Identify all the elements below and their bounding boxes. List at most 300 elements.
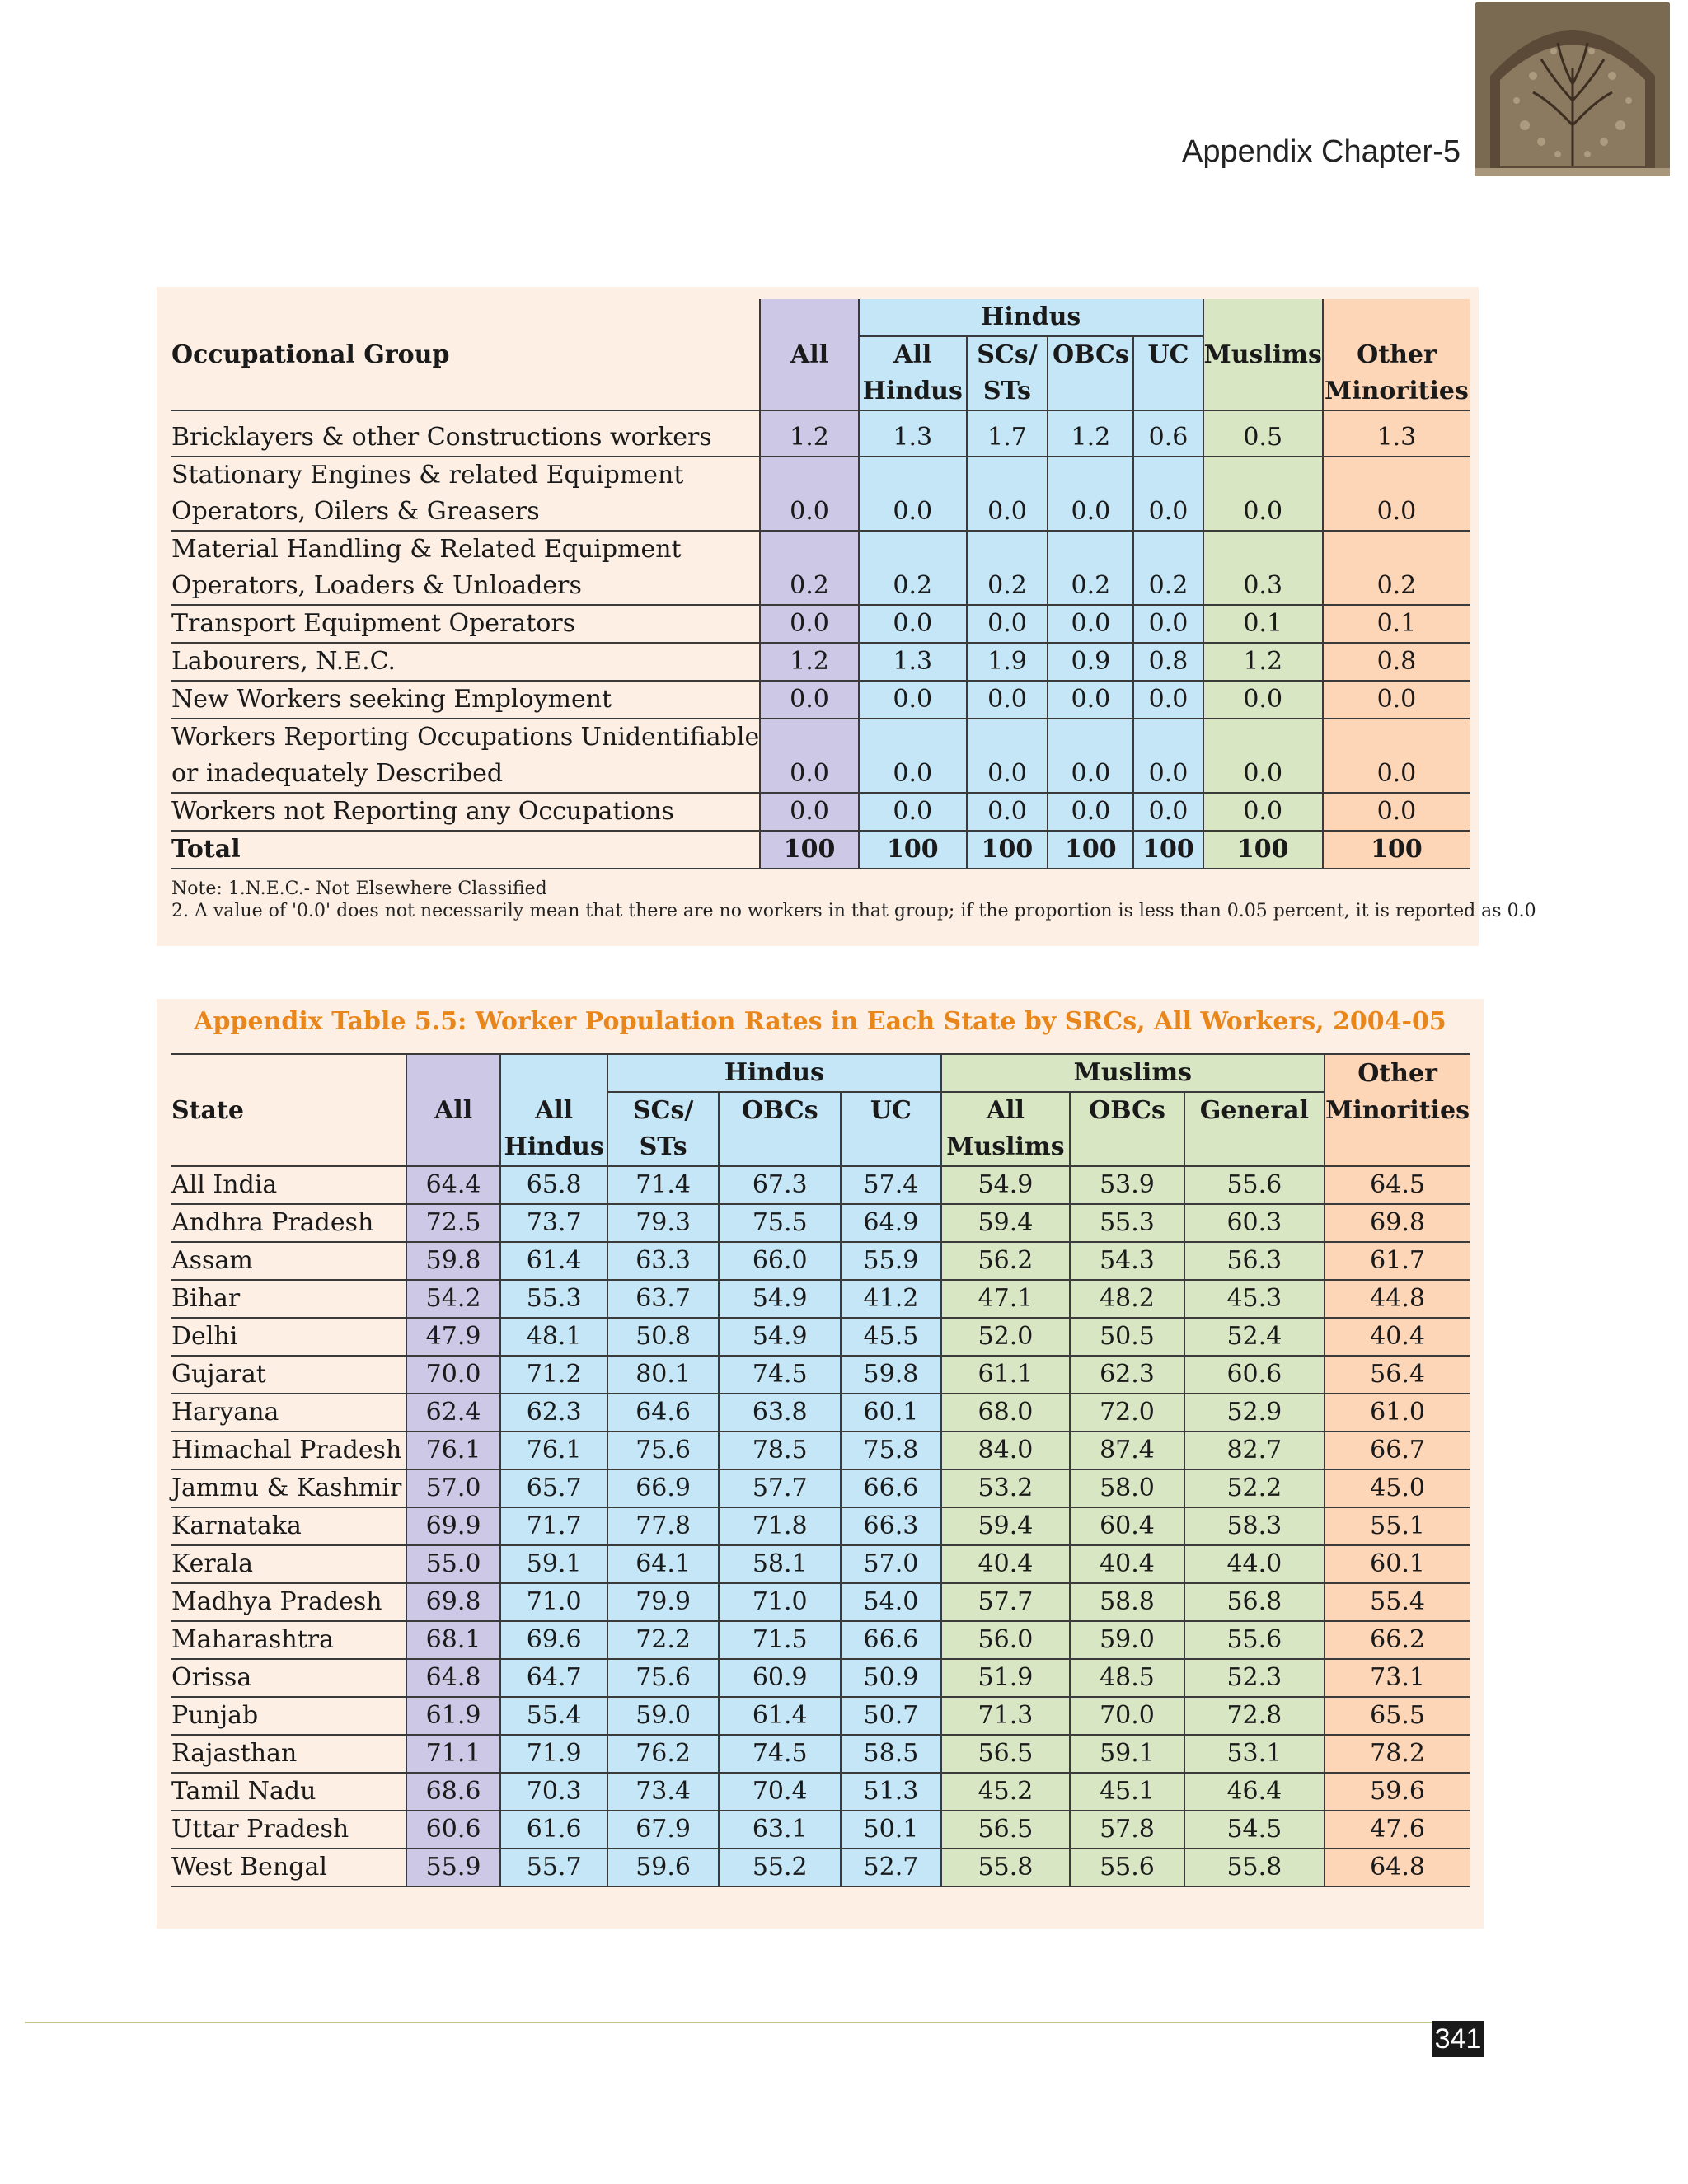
table-cell: 71.0 — [719, 1583, 841, 1621]
table-cell: 56.3 — [1184, 1242, 1325, 1280]
table-cell: 74.5 — [719, 1356, 841, 1394]
table-cell: 63.1 — [719, 1811, 841, 1849]
table-cell: 71.7 — [500, 1507, 607, 1545]
table-cell: 0.0 — [1133, 681, 1203, 719]
table-cell: 53.2 — [941, 1469, 1071, 1507]
table-cell: 58.3 — [1184, 1507, 1325, 1545]
table-cell: 46.4 — [1184, 1773, 1325, 1811]
total-cell: 100 — [967, 831, 1048, 869]
table-cell: 0.0 — [760, 494, 859, 531]
table-cell: 55.6 — [1070, 1849, 1184, 1886]
table-cell: 71.9 — [500, 1735, 607, 1773]
table-row — [171, 1204, 1470, 1242]
table-cell: 54.3 — [1070, 1242, 1184, 1280]
table-cell: 76.2 — [607, 1735, 719, 1773]
table-cell: 69.8 — [1325, 1204, 1470, 1242]
table-cell: 71.1 — [406, 1735, 500, 1773]
table-cell: 67.9 — [607, 1811, 719, 1849]
all-header: All — [760, 336, 859, 373]
table-cell: 0.0 — [1203, 756, 1323, 793]
table-cell: 55.1 — [1325, 1507, 1470, 1545]
occupation-table — [171, 299, 1470, 869]
table-cell: 57.7 — [719, 1469, 841, 1507]
t2-muslim-obcs-header: OBCs — [1070, 1092, 1184, 1129]
table-cell: 61.7 — [1325, 1242, 1470, 1280]
table-cell: 0.0 — [967, 494, 1048, 531]
table-cell: 61.4 — [719, 1697, 841, 1735]
table-cell: 79.9 — [607, 1583, 719, 1621]
total-cell: 100 — [760, 831, 859, 869]
row-label-cont: Operators, Oilers & Greasers — [171, 494, 760, 531]
table-cell: 57.7 — [941, 1583, 1071, 1621]
table-cell: 56.5 — [941, 1811, 1071, 1849]
table-cell: 57.0 — [841, 1545, 940, 1583]
state-label: West Bengal — [171, 1849, 406, 1886]
table-cell: 64.8 — [406, 1659, 500, 1697]
table-cell: 47.9 — [406, 1318, 500, 1356]
table-row — [171, 756, 1470, 793]
table-cell: 78.5 — [719, 1432, 841, 1469]
table-cell: 0.0 — [1048, 605, 1133, 643]
table-cell: 0.0 — [1203, 681, 1323, 719]
t2-general-header: General — [1184, 1092, 1325, 1129]
table-cell: 60.3 — [1184, 1204, 1325, 1242]
table-row — [171, 1242, 1470, 1280]
table-cell: 0.5 — [1203, 419, 1323, 457]
table-cell: 45.1 — [1070, 1773, 1184, 1811]
table-cell: 53.1 — [1184, 1735, 1325, 1773]
table-cell: 0.2 — [1133, 568, 1203, 605]
table-cell: 65.8 — [500, 1166, 607, 1204]
table-cell: 0.0 — [1048, 494, 1133, 531]
table-cell: 45.5 — [841, 1318, 940, 1356]
table-cell: 71.0 — [500, 1583, 607, 1621]
table-cell: 50.1 — [841, 1811, 940, 1849]
table-cell: 0.6 — [1133, 419, 1203, 457]
table-cell: 72.8 — [1184, 1697, 1325, 1735]
table-cell: 61.0 — [1325, 1394, 1470, 1432]
table-cell: 64.6 — [607, 1394, 719, 1432]
table-row — [171, 1469, 1470, 1507]
state-label: Delhi — [171, 1318, 406, 1356]
table-cell: 55.8 — [941, 1849, 1071, 1886]
table-cell: 59.4 — [941, 1507, 1071, 1545]
table-cell: 80.1 — [607, 1356, 719, 1394]
table-cell: 68.6 — [406, 1773, 500, 1811]
table-cell: 55.9 — [841, 1242, 940, 1280]
table-cell: 78.2 — [1325, 1735, 1470, 1773]
table-cell: 68.1 — [406, 1621, 500, 1659]
state-label: Assam — [171, 1242, 406, 1280]
table-row — [171, 1659, 1470, 1697]
table-cell: 0.0 — [1048, 681, 1133, 719]
table-row — [171, 643, 1470, 681]
table-row — [171, 1356, 1470, 1394]
table-cell: 55.6 — [1184, 1621, 1325, 1659]
table-cell: 0.0 — [760, 681, 859, 719]
table-cell: 0.9 — [1048, 643, 1133, 681]
table-cell: 69.8 — [406, 1583, 500, 1621]
total-row — [171, 831, 1470, 869]
table-row — [171, 1394, 1470, 1432]
table-cell: 64.8 — [1325, 1849, 1470, 1886]
table-row — [171, 531, 1470, 568]
table-cell: 75.6 — [607, 1659, 719, 1697]
table-cell: 61.1 — [941, 1356, 1071, 1394]
table-cell: 0.0 — [760, 605, 859, 643]
table-cell: 73.7 — [500, 1204, 607, 1242]
state-label: Haryana — [171, 1394, 406, 1432]
table-cell: 0.3 — [1203, 568, 1323, 605]
table-row — [171, 1545, 1470, 1583]
table-row — [171, 1583, 1470, 1621]
hindus-group-header: Hindus — [859, 299, 1203, 336]
table-cell: 60.9 — [719, 1659, 841, 1697]
table-cell: 62.4 — [406, 1394, 500, 1432]
table-cell: 45.3 — [1184, 1280, 1325, 1318]
table-cell: 48.5 — [1070, 1659, 1184, 1697]
table-cell: 0.0 — [967, 793, 1048, 831]
table-cell: 0.0 — [1048, 793, 1133, 831]
table-row — [171, 568, 1470, 605]
table-cell: 59.1 — [1070, 1735, 1184, 1773]
row-label: Bricklayers & other Constructions workers — [171, 419, 760, 457]
table-cell: 66.9 — [607, 1469, 719, 1507]
table-cell: 55.8 — [1184, 1849, 1325, 1886]
scst-header-2: STs — [967, 373, 1048, 410]
t2-hindus-group-header: Hindus — [607, 1054, 940, 1092]
table-row — [171, 1735, 1470, 1773]
worker-population-table — [171, 1053, 1470, 1887]
row-label-cont: or inadequately Described — [171, 756, 760, 793]
state-label: Gujarat — [171, 1356, 406, 1394]
table-cell: 75.6 — [607, 1432, 719, 1469]
table-cell: 72.5 — [406, 1204, 500, 1242]
table-cell: 0.0 — [859, 793, 967, 831]
table-cell: 1.7 — [967, 419, 1048, 457]
table-row — [171, 1849, 1470, 1886]
table-cell: 0.0 — [859, 756, 967, 793]
table-cell: 56.2 — [941, 1242, 1071, 1280]
table-row — [171, 1621, 1470, 1659]
table-cell: 55.0 — [406, 1545, 500, 1583]
table-cell: 72.2 — [607, 1621, 719, 1659]
table-cell: 71.5 — [719, 1621, 841, 1659]
table-cell: 55.7 — [500, 1849, 607, 1886]
occupational-group-header: Occupational Group — [171, 340, 450, 369]
table-cell: 0.0 — [1323, 793, 1470, 831]
table-cell: 51.3 — [841, 1773, 940, 1811]
table-cell: 0.0 — [1203, 494, 1323, 531]
table-cell: 69.9 — [406, 1507, 500, 1545]
table-cell: 77.8 — [607, 1507, 719, 1545]
state-label: Himachal Pradesh — [171, 1432, 406, 1469]
total-cell: 100 — [1203, 831, 1323, 869]
table-cell: 60.1 — [841, 1394, 940, 1432]
table-cell: 66.0 — [719, 1242, 841, 1280]
table-cell: 52.2 — [1184, 1469, 1325, 1507]
table2-title: Appendix Table 5.5: Worker Population Rates in Each State by SRCs, All Workers, 2004-05 — [194, 1007, 1447, 1036]
table-cell: 0.0 — [1323, 756, 1470, 793]
table-cell: 0.0 — [967, 681, 1048, 719]
table-cell: 47.6 — [1325, 1811, 1470, 1849]
table-cell: 0.0 — [859, 605, 967, 643]
state-label: Jammu & Kashmir — [171, 1469, 406, 1507]
table-cell: 40.4 — [941, 1545, 1071, 1583]
t2-all-muslims-header: All — [941, 1092, 1071, 1129]
table-cell: 0.0 — [1203, 793, 1323, 831]
table-cell: 59.8 — [406, 1242, 500, 1280]
table-cell: 50.8 — [607, 1318, 719, 1356]
total-cell: 100 — [1323, 831, 1470, 869]
table-cell: 64.4 — [406, 1166, 500, 1204]
table-cell: 68.0 — [941, 1394, 1071, 1432]
table-cell: 0.0 — [859, 494, 967, 531]
table-cell: 0.0 — [1133, 793, 1203, 831]
table-cell: 63.7 — [607, 1280, 719, 1318]
t2-all-hindus-header: All — [500, 1092, 607, 1129]
table-cell: 1.9 — [967, 643, 1048, 681]
table-cell: 54.9 — [719, 1318, 841, 1356]
table-cell: 66.2 — [1325, 1621, 1470, 1659]
table-cell: 71.3 — [941, 1697, 1071, 1735]
table-cell: 53.9 — [1070, 1166, 1184, 1204]
table-cell: 0.0 — [1323, 681, 1470, 719]
table-cell: 71.8 — [719, 1507, 841, 1545]
table-cell: 63.8 — [719, 1394, 841, 1432]
t2-obcs-header: OBCs — [719, 1092, 841, 1129]
table-row — [171, 494, 1470, 531]
page-number: 341 — [1432, 2021, 1484, 2057]
t2-scst-header: SCs/ — [607, 1092, 719, 1129]
table-cell: 1.2 — [760, 419, 859, 457]
footer-rule — [25, 2022, 1484, 2023]
table-cell: 52.7 — [841, 1849, 940, 1886]
table-cell: 64.9 — [841, 1204, 940, 1242]
table-cell: 50.5 — [1070, 1318, 1184, 1356]
table-cell: 0.0 — [1133, 756, 1203, 793]
table-cell: 41.2 — [841, 1280, 940, 1318]
t2-uc-header: UC — [841, 1092, 940, 1129]
t2-all-header: All — [406, 1092, 500, 1129]
state-label: Bihar — [171, 1280, 406, 1318]
table-cell: 52.0 — [941, 1318, 1071, 1356]
table-cell: 56.5 — [941, 1735, 1071, 1773]
table-cell: 71.4 — [607, 1166, 719, 1204]
t2-other-header: Other — [1325, 1054, 1470, 1092]
table-cell: 40.4 — [1325, 1318, 1470, 1356]
chapter-label: Appendix Chapter-5 — [1182, 134, 1461, 169]
table-cell: 0.2 — [1323, 568, 1470, 605]
table-cell: 52.3 — [1184, 1659, 1325, 1697]
other-header-2: Minorities — [1323, 373, 1470, 410]
table-cell: 57.0 — [406, 1469, 500, 1507]
note-2: 2. A value of '0.0' does not necessarily mean that there are no workers in that group; if the proportion is less than 0.05 percent, it is reported as 0.0 — [171, 901, 1536, 921]
table-cell: 56.8 — [1184, 1583, 1325, 1621]
other-header: Other — [1323, 336, 1470, 373]
state-label: Karnataka — [171, 1507, 406, 1545]
state-label: Tamil Nadu — [171, 1773, 406, 1811]
state-label: Madhya Pradesh — [171, 1583, 406, 1621]
table-cell: 59.8 — [841, 1356, 940, 1394]
table-cell: 0.0 — [1323, 494, 1470, 531]
table-cell: 52.9 — [1184, 1394, 1325, 1432]
table-cell: 48.1 — [500, 1318, 607, 1356]
all-hindus-header-2: Hindus — [859, 373, 967, 410]
total-cell: 100 — [1133, 831, 1203, 869]
table-cell: 55.9 — [406, 1849, 500, 1886]
table-cell: 60.4 — [1070, 1507, 1184, 1545]
table-row — [171, 1318, 1470, 1356]
table-cell: 0.1 — [1203, 605, 1323, 643]
table-cell: 60.1 — [1325, 1545, 1470, 1583]
state-label: Kerala — [171, 1545, 406, 1583]
table-cell: 52.4 — [1184, 1318, 1325, 1356]
table-cell: 65.7 — [500, 1469, 607, 1507]
table-cell: 82.7 — [1184, 1432, 1325, 1469]
state-label: Orissa — [171, 1659, 406, 1697]
table-cell: 54.2 — [406, 1280, 500, 1318]
all-hindus-header: All — [859, 336, 967, 373]
table-cell: 65.5 — [1325, 1697, 1470, 1735]
table-cell: 55.3 — [1070, 1204, 1184, 1242]
table-cell: 64.7 — [500, 1659, 607, 1697]
table-cell: 64.5 — [1325, 1166, 1470, 1204]
table-cell: 48.2 — [1070, 1280, 1184, 1318]
table-cell: 70.4 — [719, 1773, 841, 1811]
table-cell: 0.2 — [1048, 568, 1133, 605]
table-cell: 0.1 — [1323, 605, 1470, 643]
table-cell: 70.3 — [500, 1773, 607, 1811]
table-cell: 54.5 — [1184, 1811, 1325, 1849]
table-cell: 67.3 — [719, 1166, 841, 1204]
row-label: Material Handling & Related Equipment — [171, 535, 682, 564]
table-row — [171, 457, 1470, 494]
table-cell: 79.3 — [607, 1204, 719, 1242]
state-label: Uttar Pradesh — [171, 1811, 406, 1849]
t2-other-header-2: Minorities — [1325, 1092, 1470, 1129]
table-cell: 75.5 — [719, 1204, 841, 1242]
table-cell: 54.9 — [719, 1280, 841, 1318]
row-label-cont: Operators, Loaders & Unloaders — [171, 568, 760, 605]
t2-all-muslims-header-2: Muslims — [941, 1129, 1071, 1166]
scst-header: SCs/ — [967, 336, 1048, 373]
table-cell: 55.4 — [500, 1697, 607, 1735]
table-cell: 45.2 — [941, 1773, 1071, 1811]
table-cell: 66.6 — [841, 1621, 940, 1659]
table-cell: 1.3 — [859, 419, 967, 457]
muslims-header: Muslims — [1203, 336, 1323, 373]
table-row — [171, 1166, 1470, 1204]
table-cell: 72.0 — [1070, 1394, 1184, 1432]
table-cell: 0.0 — [1048, 756, 1133, 793]
uc-header: UC — [1133, 336, 1203, 373]
table-cell: 0.0 — [859, 681, 967, 719]
table-cell: 40.4 — [1070, 1545, 1184, 1583]
table-cell: 0.2 — [859, 568, 967, 605]
table-cell: 1.2 — [1203, 643, 1323, 681]
row-label: Labourers, N.E.C. — [171, 643, 760, 681]
state-header: State — [171, 1095, 244, 1125]
table-row — [171, 793, 1470, 831]
table-row — [171, 681, 1470, 719]
table-cell: 61.4 — [500, 1242, 607, 1280]
table-cell: 66.6 — [841, 1469, 940, 1507]
row-label: Stationary Engines & related Equipment — [171, 461, 684, 490]
table-row — [171, 1432, 1470, 1469]
table-cell: 56.0 — [941, 1621, 1071, 1659]
table-cell: 44.0 — [1184, 1545, 1325, 1583]
table-cell: 61.9 — [406, 1697, 500, 1735]
table-cell: 74.5 — [719, 1735, 841, 1773]
table-cell: 55.3 — [500, 1280, 607, 1318]
state-label: All India — [171, 1166, 406, 1204]
table-cell: 1.2 — [760, 643, 859, 681]
table-row — [171, 1697, 1470, 1735]
table-cell: 55.4 — [1325, 1583, 1470, 1621]
state-label: Rajasthan — [171, 1735, 406, 1773]
table-cell: 44.8 — [1325, 1280, 1470, 1318]
table-cell: 54.0 — [841, 1583, 940, 1621]
table-cell: 58.1 — [719, 1545, 841, 1583]
table-cell: 63.3 — [607, 1242, 719, 1280]
table-cell: 59.6 — [607, 1849, 719, 1886]
table-cell: 70.0 — [406, 1356, 500, 1394]
table-cell: 0.8 — [1133, 643, 1203, 681]
table-row — [171, 1773, 1470, 1811]
obcs-header: OBCs — [1048, 336, 1133, 373]
table-cell: 0.2 — [967, 568, 1048, 605]
t2-muslims-group-header: Muslims — [941, 1054, 1325, 1092]
table-cell: 59.0 — [607, 1697, 719, 1735]
table-cell: 1.3 — [1323, 419, 1470, 457]
table-cell: 66.3 — [841, 1507, 940, 1545]
table-cell: 58.0 — [1070, 1469, 1184, 1507]
table-cell: 69.6 — [500, 1621, 607, 1659]
table-cell: 59.6 — [1325, 1773, 1470, 1811]
state-label: Punjab — [171, 1697, 406, 1735]
table-cell: 51.9 — [941, 1659, 1071, 1697]
state-label: Andhra Pradesh — [171, 1204, 406, 1242]
table-cell: 0.8 — [1323, 643, 1470, 681]
table-cell: 50.7 — [841, 1697, 940, 1735]
table-cell: 0.0 — [967, 756, 1048, 793]
total-cell: 100 — [1048, 831, 1133, 869]
table-cell: 54.9 — [941, 1166, 1071, 1204]
total-label: Total — [171, 831, 760, 869]
table-cell: 66.7 — [1325, 1432, 1470, 1469]
t2-all-hindus-header-2: Hindus — [500, 1129, 607, 1166]
table-cell: 59.0 — [1070, 1621, 1184, 1659]
table-cell: 60.6 — [1184, 1356, 1325, 1394]
table-row — [171, 419, 1470, 457]
table-cell: 71.2 — [500, 1356, 607, 1394]
table-cell: 62.3 — [1070, 1356, 1184, 1394]
note-1: Note: 1.N.E.C.- Not Elsewhere Classified — [171, 879, 547, 899]
table-cell: 0.0 — [1133, 605, 1203, 643]
table-cell: 73.1 — [1325, 1659, 1470, 1697]
table-cell: 0.0 — [760, 756, 859, 793]
table-cell: 84.0 — [941, 1432, 1071, 1469]
table-cell: 60.6 — [406, 1811, 500, 1849]
table-cell: 55.2 — [719, 1849, 841, 1886]
table-cell: 55.6 — [1184, 1166, 1325, 1204]
table-cell: 45.0 — [1325, 1469, 1470, 1507]
table-cell: 1.2 — [1048, 419, 1133, 457]
table-cell: 0.0 — [967, 605, 1048, 643]
table-cell: 0.0 — [760, 793, 859, 831]
mosque-window-image — [1475, 2, 1670, 176]
